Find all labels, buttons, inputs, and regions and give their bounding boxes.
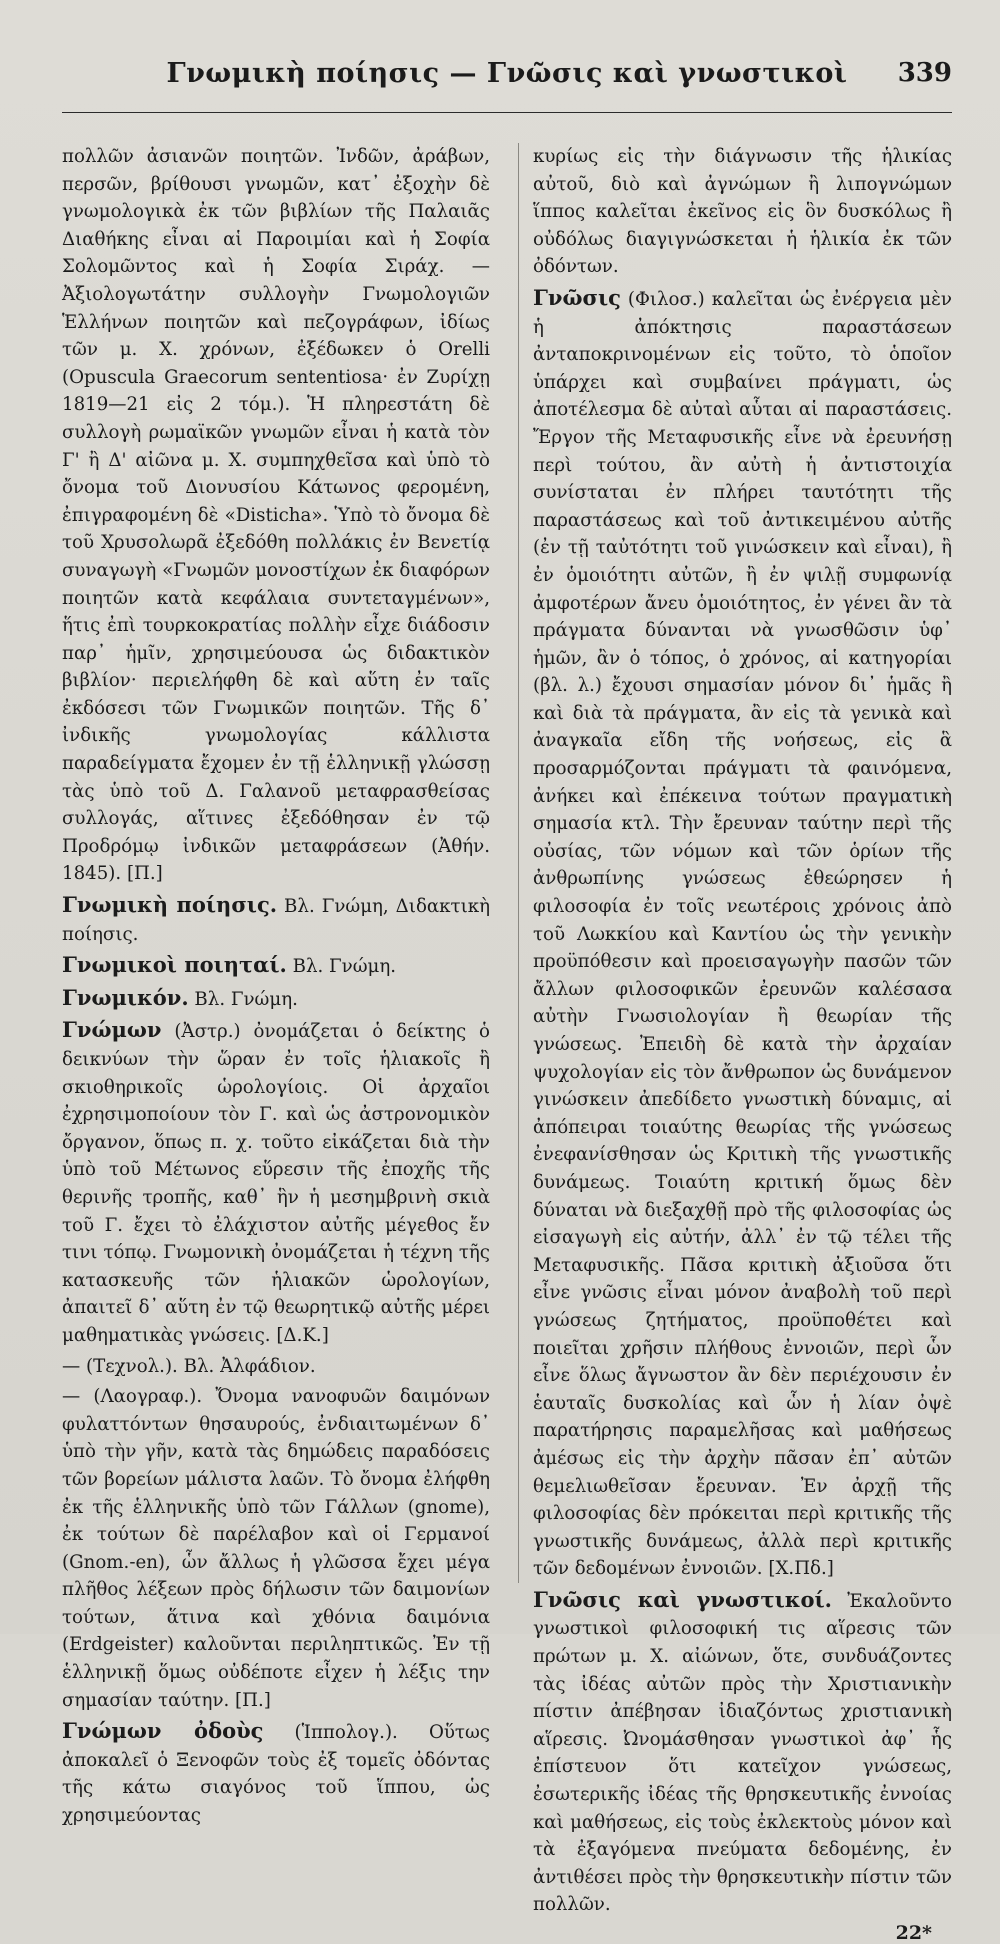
entry-paragraph: [62, 1717, 490, 1829]
entry-headword: Γνώμων ὀδοὺς: [62, 1718, 264, 1744]
entry-headword: Γνωμικοὶ ποιηταί.: [62, 952, 287, 978]
right-column: [518, 143, 953, 1944]
entry-paragraph: [62, 1016, 490, 1349]
entry-paragraph: [62, 951, 490, 981]
running-title: Γνωμικὴ ποίησις — Γνῶσις καὶ γνωστικοὶ: [166, 58, 848, 89]
entry-headword: Γνῶσις: [533, 284, 621, 310]
page-number: 339: [897, 58, 952, 88]
entry-text: Ἐκαλοῦντο γνωστικοὶ φιλοσοφική τις αἵρεσις τῶν πρώτων μ. Χ. αἰώνων, ὅτε, συνδυάζοντες τὰς ἰδέας αὐτῶν πρὸς τὴν Χριστιανικὴν πίστιν ἀπέβησαν ἰδιαζόντως χριστιανικὴ αἵρεσις. Ὠνομάσθησαν γνωστικοὶ ἀφ᾽ ἧς ἐπίστευον ὅτι κατεῖχον γνώσεως, ἐσωτερικῆς ἰδέας τῆς θρησκευτικῆς ἐννοίας καὶ μαθήσεως, εἰς τοὺς ἐκλεκτοὺς μόνον καὶ τὰ ἐξαγόμενα πνεύματα δεδομένης, ἐν ἀντιθέσει πρὸς τὴν θρησκευτικὴν πίστιν τῶν πολλῶν.: [533, 1590, 953, 1916]
entry-headword: Γνῶσις καὶ γνωστικοί.: [533, 1586, 832, 1612]
entry-headword: Γνωμικόν.: [62, 984, 189, 1010]
running-header: [62, 52, 952, 113]
text-columns: [62, 143, 953, 1944]
entry-headword: Γνώμων: [62, 1017, 162, 1043]
entry-text: Βλ. Γνώμη, Διδακτικὴ ποίησις.: [62, 896, 490, 945]
entry-text: Βλ. Γνώμη.: [188, 988, 298, 1010]
signature-mark: 22*: [895, 1922, 932, 1944]
entry-text: κυρίως εἰς τὴν διάγνωσιν τῆς ἡλικίας αὐτοῦ, διὸ καὶ ἀγνώμων ἢ λιπογνώμων ἵππος καλεῖται ἐκεῖνος εἰς ὃν δυσκόλως ἢ οὐδόλως διαγιγνώσκεται ἡ ἡλικία ἐκ τῶν ὀδόντων.: [533, 146, 952, 278]
entry-paragraph: [62, 143, 490, 888]
entry-text: (Ἀστρ.) ὀνομάζεται ὁ δείκτης ὁ δεικνύων τὴν ὥραν ἐν τοῖς ἡλιακοῖς ἢ σκιοθηρικοῖς ὡρολογίοις. Οἱ ἀρχαῖοι ἐχρησιμοποίουν τὸν Γ. καὶ ὡς ἀστρονομικὸν ὄργανον, ὅπως π. χ. τοῦτο εἰκάζεται διὰ τὴν ὑπὸ τοῦ Μέτωνος εὕρεσιν τῆς ἐποχῆς τῆς θερινῆς τροπῆς, καθ᾽ ἣν ἡ μεσημβρινὴ σκιὰ τοῦ Γ. ἔχει τὸ ἐλάχιστον αὐτῆς μέγεθος ἔν τινι τόπῳ. Γνωμονικὴ ὀνομάζεται ἡ τέχνη τῆς κατασκευῆς τῶν ἡλιακῶν ὡρολογίων, ἀπαιτεῖ δ᾽ αὕτη ἐν τῷ θεωρητικῷ αὐτῆς μέρει μαθηματικὰς γνώσεις. [Δ.Κ.]: [62, 1021, 490, 1346]
entry-paragraph: [533, 143, 952, 281]
entry-text: Βλ. Γνώμη.: [286, 956, 397, 978]
entry-paragraph: [62, 1383, 490, 1714]
entry-paragraph: [62, 984, 490, 1014]
entry-paragraph: [533, 1586, 952, 1919]
entry-text: — (Λαογραφ.). Ὄνομα νανοφυῶν δαιμόνων φυλαττόντων θησαυρούς, ἐνδιαιτωμένων δ᾽ ὑπὸ τὴν γῆν, κατὰ τὰς δημώδεις παραδόσεις τῶν βορείων μάλιστα λαῶν. Τὸ ὄνομα ἐλήφθη ἐκ τῆς ἑλληνικῆς ὑπὸ τῶν Γάλλων (gnome), ἐκ τούτων δὲ παρέλαβον καὶ οἱ Γερμανοί (Gnom.-en), ὧν ἄλλως ἡ γλῶσσα ἔχει μέγα πλῆθος λέξεων πρὸς δήλωσιν τῶν δαιμονίων τούτων, ἅτινα καὶ χθόνια δαιμόνια (Erdgeister) καλοῦνται περιληπτικῶς. Ἐν τῇ ἑλληνικῇ ὅμως οὐδέποτε εἶχεν ἡ λέξις την σημασίαν ταύτην. [Π.]: [62, 1386, 490, 1711]
entry-text: (Ἱππολογ.). Οὕτως ἀποκαλεῖ ὁ Ξενοφῶν τοὺς ἐξ τομεῖς ὀδόντας τῆς κάτω σιαγόνος τοῦ ἵππου, ὡς χρησιμεύοντας: [62, 1722, 490, 1827]
entry-paragraph: [62, 1353, 490, 1381]
left-column: [62, 143, 496, 1827]
entry-text: — (Τεχνολ.). Βλ. Ἀλφάδιον.: [62, 1355, 316, 1377]
entry-paragraph: [62, 891, 490, 948]
entry-headword: Γνωμικὴ ποίησις.: [62, 892, 278, 918]
entry-text: πολλῶν ἀσιανῶν ποιητῶν. Ἰνδῶν, ἀράβων, περσῶν, βρίθουσι γνωμῶν, κατ᾽ ἐξοχὴν δὲ γνωμολογικὰ ἐκ τῶν βιβλίων τῆς Παλαιᾶς Διαθήκης εἶναι αἱ Παροιμίαι καὶ ἡ Σοφία Σολομῶντος καὶ ἡ Σοφία Σιράχ. — Ἀξιολογωτάτην συλλογὴν Γνωμολογιῶν Ἑλλήνων ποιητῶν καὶ πεζογράφων, ἰδίως τῶν μ. Χ. χρόνων, ἐξέδωκεν ὁ Orelli (Opuscula Graecorum sententiosa· ἐν Ζυρίχῃ 1819—21 εἰς 2 τόμ.). Ἡ πληρεστάτη δὲ συλλογὴ ρωμαϊκῶν γνωμῶν εἶναι ἡ κατὰ τὸν Γ' ἢ Δ' αἰῶνα μ. Χ. συμπηχθεῖσα καὶ ὑπὸ τὸ ὄνομα τοῦ Διονυσίου Κάτωνος φερομένη, ἐπιγραφομένη δὲ «Disticha». Ὑπὸ τὸ ὄνομα δὲ τοῦ Χρυσολωρᾶ ἐξεδόθη πολλάκις ἐν Βενετίᾳ συναγωγὴ «Γνωμῶν μονοστίχων ἐκ διαφόρων ποιητῶν κατὰ κεφάλαια συντεταγμένων», ἥτις ἐπὶ τουρκοκρατίας πολλὴν εἶχε διάδοσιν παρ᾽ ἡμῖν, χρησιμεύουσα ὡς διδακτικὸν βιβλίον· περιελήφθη δὲ καὶ αὕτη ἐν ταῖς ἐκδόσεσι τῶν Γνωμικῶν ποιητῶν. Τῆς δ᾽ ἰνδικῆς γνωμολογίας κάλλιστα παραδείγματα ἔχομεν ἐν τῇ ἑλληνικῇ γλώσσῃ τὰς ὑπὸ τοῦ Δ. Γαλανοῦ μεταφρασθείσας συλλογάς, αἵτινες ἐξεδόθησαν ἐν τῷ Προδρόμῳ ἰνδικῶν μεταφράσεων (Ἀθήν. 1845). [Π.]: [62, 146, 490, 885]
entry-text: (Φιλοσ.) καλεῖται ὡς ἐνέργεια μὲν ἡ ἀπόκτησις παραστάσεων ἀνταποκρινομένων εἰς τοῦτο, τὸ ὁποῖον ὑπάρχει καὶ συμβαίνει πράγματι, ὡς ἀποτέλεσμα δὲ αὐταὶ αὗται αἱ παραστάσεις. Ἔργον τῆς Μεταφυσικῆς εἶνε νὰ ἐρευνήσῃ περὶ τούτου, ἂν αὐτὴ ἡ ἀντιστοιχία συνίσταται ἐν πλήρει ταυτότητι τῆς παραστάσεως καὶ τοῦ ἀντικειμένου αὐτῆς (ἐν τῇ ταὐτότητι τοῦ γινώσκειν καὶ εἶναι), ἢ ἐν ὁμοιότητι αὐτῶν, ἢ ἐν ψιλῇ συμφωνίᾳ ἀμφοτέρων ἄνευ ὁμοιότητος, ἐν γένει ἂν τὰ πράγματα δύνανται νὰ γνωσθῶσιν ὑφ᾽ ἡμῶν, ἂν ὁ τόπος, ὁ χρόνος, αἱ κατηγορίαι (βλ. λ.) ἔχουσι σημασίαν μόνον δι᾽ ἡμᾶς ἢ καὶ διὰ τὰ πράγματα, ἂν εἰς τὰ γενικὰ καὶ ἀναγκαῖα εἴδη τῆς νοήσεως, εἰς ἃ προσαρμόζονται πράγματι τὰ φαινόμενα, ἀνήκει καὶ ἐπέκεινα τούτων πραγματικὴ σημασία κτλ. Τὴν ἔρευναν ταύτην περὶ τῆς οὐσίας, τῶν νόμων καὶ τῶν ὁρίων τῆς ἀνθρωπίνης γνώσεως ἐθεώρησεν ἡ φιλοσοφία ἐν τοῖς νεωτέροις χρόνοις ἀπὸ τοῦ Λωκκίου καὶ Καντίου ὡς τὴν γενικὴν προϋπόθεσιν καὶ προεισαγωγὴν πασῶν τῶν ἄλλων φιλοσοφικῶν ἐρευνῶν καλέσασα αὐτὴν Γνωσιολογίαν ἢ θεωρίαν τῆς γνώσεως. Ἐπειδὴ δὲ κατὰ τὴν ἀρχαίαν ψυχολογίαν εἰς τὸν ἄνθρωπον ὡς δυνάμενον γινώσκειν ἀπεδίδετο γνωστικὴ δύναμις, αἱ ἀπόπειραι τοιαύτης θεωρίας τῆς γνώσεως ἐνεφανίσθησαν ὡς Κριτικὴ τῆς γνωστικῆς δυνάμεως. Τοιαύτη κριτική ὅμως δὲν δύναται νὰ διεξαχθῇ πρὸ τῆς φιλοσοφίας ὡς εἰσαγωγὴ εἰς αὐτήν, ἀλλ᾽ ἐν τῷ τέλει τῆς Μεταφυσικῆς. Πᾶσα κριτικὴ ἀξιοῦσα ὅτι εἶνε γνῶσις εἶναι μόνον ἀναβολὴ τοῦ περὶ γνώσεως ζητήματος, προϋποθέτει καὶ ποιεῖται χρῆσιν πλήθους ἐννοιῶν, περὶ ὧν εἶνε ὅλως ἄγνωστον ἂν δὲν περιέχουσιν ἐν ἑαυταῖς δυσκολίας καὶ ὧν ἡ λίαν ὀψὲ παρατήρησις παραμελῆσας καὶ μαθήσεως ἀμέσως εἰς τὴν ἀρχὴν πᾶσαν ἐπ᾽ αὐτῶν θεμελιωθεῖσαν ἔρευναν. Ἐν ἀρχῇ τῆς φιλοσοφίας δὲν πρόκειται περὶ κριτικῆς τῆς γνωστικῆς δυνάμεως, ἀλλὰ περὶ κριτικῆς τῶν δεδομένων ἐννοιῶν. [Χ.Πδ.]: [533, 288, 952, 1580]
entry-paragraph: [533, 284, 952, 1583]
